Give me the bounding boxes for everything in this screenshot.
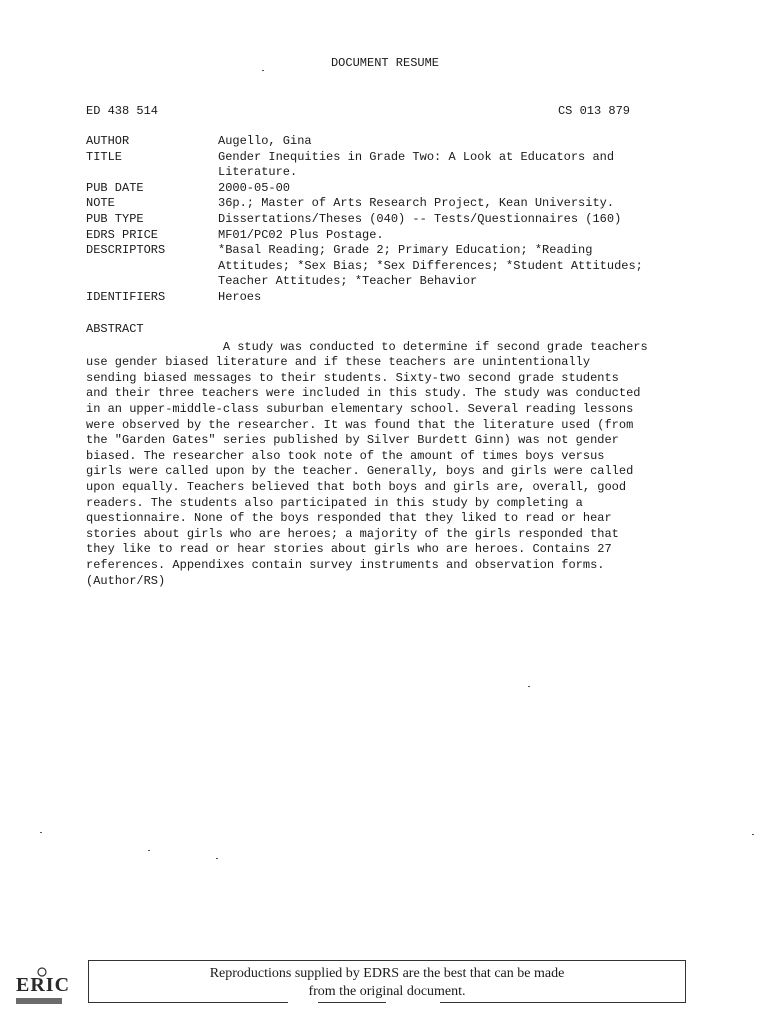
eric-logo-bar [16, 998, 62, 1004]
meta-row-title [86, 150, 686, 181]
metadata-table [86, 134, 686, 306]
scan-speck [148, 850, 150, 851]
cs-number: CS 013 879 [557, 104, 630, 118]
abstract-label: ABSTRACT [86, 322, 144, 336]
footer-underline [440, 1002, 686, 1003]
meta-label: IDENTIFIERS [86, 289, 166, 304]
meta-label: PUB DATE [86, 180, 144, 195]
meta-value: *Basal Reading; Grade 2; Primary Education; *Reading Attitudes; *Sex Bias; *Sex Differences; *Student Attitudes; Teacher Attitudes; *Teacher Behavior [218, 243, 643, 289]
meta-value: 36p.; Master of Arts Research Project, Kean University. [218, 196, 615, 211]
abstract-body: A study was conducted to determine if second grade teachers use gender biased literature and if these teachers are unintentionally sending biased messages to their students. Sixty-two second grade students and their three teachers were included in this study. The study was conducted in an upper-middle-class suburban elementary school. Several reading lessons were observed by the researcher. It was found that the literature used (from the "Garden Gates" series published by Silver Burdett Ginn) was not gender biased. The researcher also took note of the amount of times boys versus girls were called upon by the teacher. Generally, boys and girls were called upon equally. Teachers believed that both boys and girls are, overall, good readers. The students also participated in this study by completing a questionnaire. None of the boys responded that they liked to read or hear stories about girls who are heroes; a majority of the girls responded that they like to read or hear stories about girls who are heroes. Contains 27 references. Appendixes contain survey instruments and observation forms. (Author/RS) [86, 339, 648, 588]
reproduction-notice-line1: Reproductions supplied by EDRS are the best that can be made [209, 966, 565, 981]
scan-speck [752, 834, 754, 835]
document-resume-heading: DOCUMENT RESUME [330, 56, 440, 70]
eric-logo-text: ERIC [16, 974, 71, 996]
meta-value: Dissertations/Theses (040) -- Tests/Questionnaires (160) [218, 211, 622, 226]
meta-row-note [86, 196, 686, 212]
meta-row-pub-date [86, 181, 686, 197]
meta-value: Gender Inequities in Grade Two: A Look at Educators and Literature. [218, 149, 615, 180]
reproduction-notice [88, 960, 686, 1002]
ed-number: ED 438 514 [86, 104, 159, 118]
reproduction-notice-line2: from the original document. [308, 984, 466, 999]
meta-value: 2000-05-00 [218, 180, 291, 195]
meta-label: DESCRIPTORS [86, 243, 166, 258]
meta-label: AUTHOR [86, 134, 130, 148]
eric-logo [14, 966, 71, 1006]
scan-speck [40, 832, 42, 833]
scan-speck [262, 70, 264, 71]
scan-speck [216, 858, 218, 859]
footer-underline [88, 1002, 288, 1003]
meta-label: PUB TYPE [86, 211, 144, 226]
meta-row-descriptors [86, 243, 686, 290]
scan-speck [528, 686, 530, 687]
abstract-section [86, 322, 686, 589]
meta-row-edrs-price [86, 228, 686, 244]
meta-row-author [86, 134, 686, 150]
meta-value: MF01/PC02 Plus Postage. [218, 227, 384, 242]
meta-row-identifiers [86, 290, 686, 306]
footer-underline [318, 1002, 386, 1003]
meta-value: Heroes [218, 289, 262, 304]
meta-row-pub-type [86, 212, 686, 228]
meta-label: NOTE [86, 196, 115, 211]
meta-value: Augello, Gina [218, 134, 312, 148]
meta-label: TITLE [86, 149, 123, 164]
meta-label: EDRS PRICE [86, 227, 159, 242]
